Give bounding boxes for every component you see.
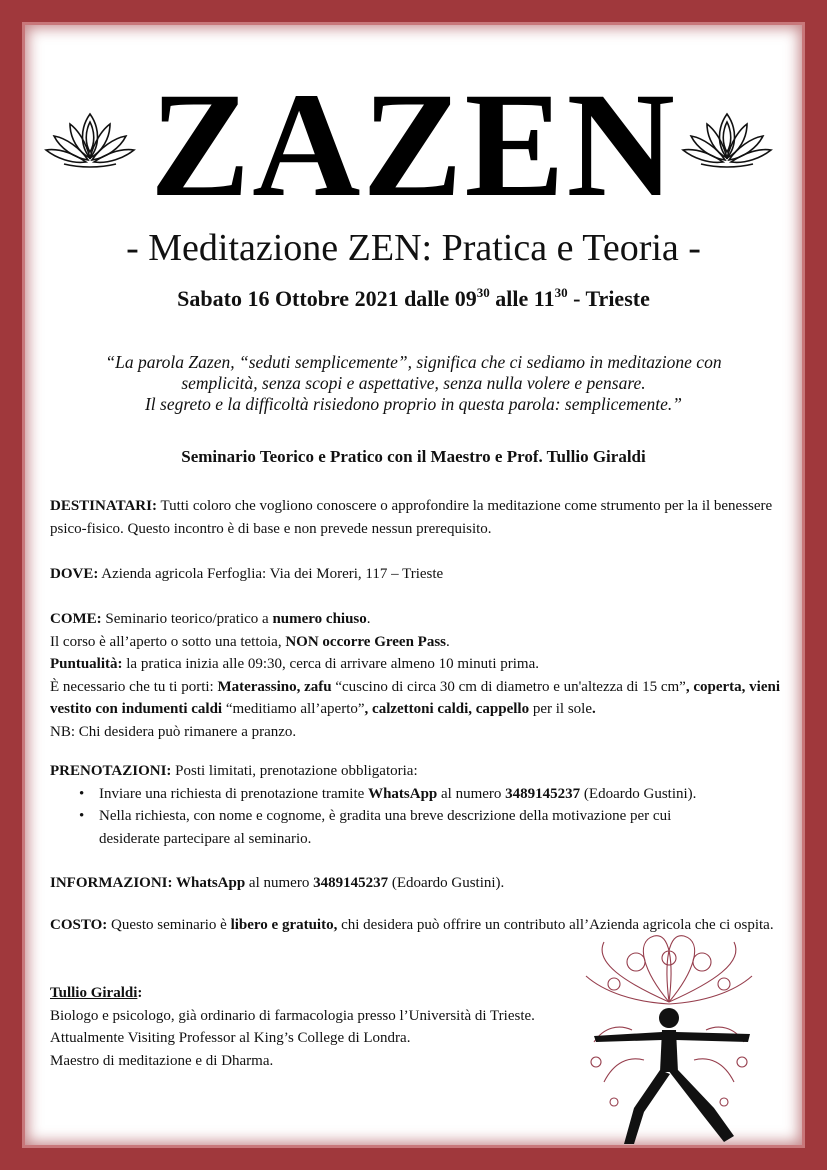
- seminar-heading: Seminario Teorico e Pratico con il Maestro e Prof. Tullio Giraldi: [181, 447, 646, 466]
- bio-name: Tullio Giraldi: [50, 985, 138, 1001]
- list-item: • Nella richiesta, con nome e cognome, è gradita una breve descrizione della motivazione per cui desiderate partecipare al seminario.: [99, 805, 780, 850]
- section-label: COSTO:: [50, 917, 108, 933]
- bio-line: Attualmente Visiting Professor al King’s College di Londra.: [50, 1030, 411, 1046]
- event-date: Sabato 16 Ottobre 2021 dalle $09^{30}$ alle $11^{30}$ - Trieste: [177, 285, 650, 311]
- bio-line: Biologo e psicologo, già ordinario di farmacologia presso l’Università di Trieste.: [50, 1007, 535, 1024]
- section-label: PRENOTAZIONI:: [50, 763, 172, 779]
- section-label: INFORMAZIONI:: [50, 875, 173, 891]
- section-prenotazioni: PRENOTAZIONI: Posti limitati, prenotazione obbligatoria: • Inviare una richiesta di prenotazione tramite WhatsApp al numero 3489145237 (Edoardo Gustini). • Nella richiesta, con nome e cognome, è gradita una breve descrizione della motivazione per cui desiderate partecipare al seminario.: [50, 760, 780, 850]
- section-costo: COSTO: Questo seminario è libero e gratuito, chi desidera può offrire un contributo all’Azienda agricola che ci ospita.: [50, 917, 774, 933]
- section-come: COME: Seminario teorico/pratico a numero chiuso. Il corso è all’aperto o sotto una tettoia, NON occorre Green Pass. Puntualità: la pratica inizia alle 09:30, cerca di arrivare almeno 10 minuti prima. È necessario che tu ti porti: Materassino, zafu “cuscino di circa 30 cm di diametro e un'altezza di 15 cm”, coperta, vieni vestito con indumenti caldi “meditiamo all’aperto”, calzettoni caldi, cappello per il sole. NB: Chi desidera può rimanere a pranzo.: [50, 608, 780, 743]
- zazen-quote: [40, 352, 787, 415]
- section-label: COME:: [50, 611, 102, 627]
- section-label: DOVE:: [50, 566, 99, 582]
- quote-line: “La parola Zazen, “seduti semplicemente”, significa che ci sediamo in meditazione con: [105, 352, 722, 372]
- note: NB: Chi desidera può rimanere a pranzo.: [50, 723, 297, 740]
- bio-line: Maestro di meditazione e di Dharma.: [50, 1052, 274, 1069]
- page-title: ZAZEN: [150, 62, 677, 228]
- section-informazioni: INFORMAZIONI: WhatsApp al numero 3489145237 (Edoardo Gustini).: [50, 875, 505, 891]
- subtitle: - Meditazione ZEN: Pratica e Teoria -: [126, 227, 701, 269]
- section-bio: Tullio Giraldi: Biologo e psicologo, già ordinario di farmacologia presso l’Università di Trieste. Attualmente Visiting Professor al King’s College di Londra. Maestro di meditazione e di Dharma.: [50, 982, 780, 1072]
- quote-line: Il segreto e la difficoltà risiedono proprio in questa parola: semplicemente.”: [144, 394, 683, 414]
- quote-line: semplicità, senza scopi e aspettative, senza nulla volere e pensare.: [181, 373, 646, 393]
- list-item: • Inviare una richiesta di prenotazione tramite WhatsApp al numero 3489145237 (Edoardo Gustini).: [99, 783, 780, 806]
- section-label: DESTINATARI:: [50, 498, 157, 514]
- section-dove: DOVE: Azienda agricola Ferfoglia: Via dei Moreri, 117 – Trieste: [50, 566, 444, 582]
- section-destinatari: DESTINATARI: Tutti coloro che vogliono conoscere o approfondire la meditazione come strumento per la il benessere psico-fisico. Questo incontro è di base e non prevede nessun prerequisito.: [50, 498, 773, 537]
